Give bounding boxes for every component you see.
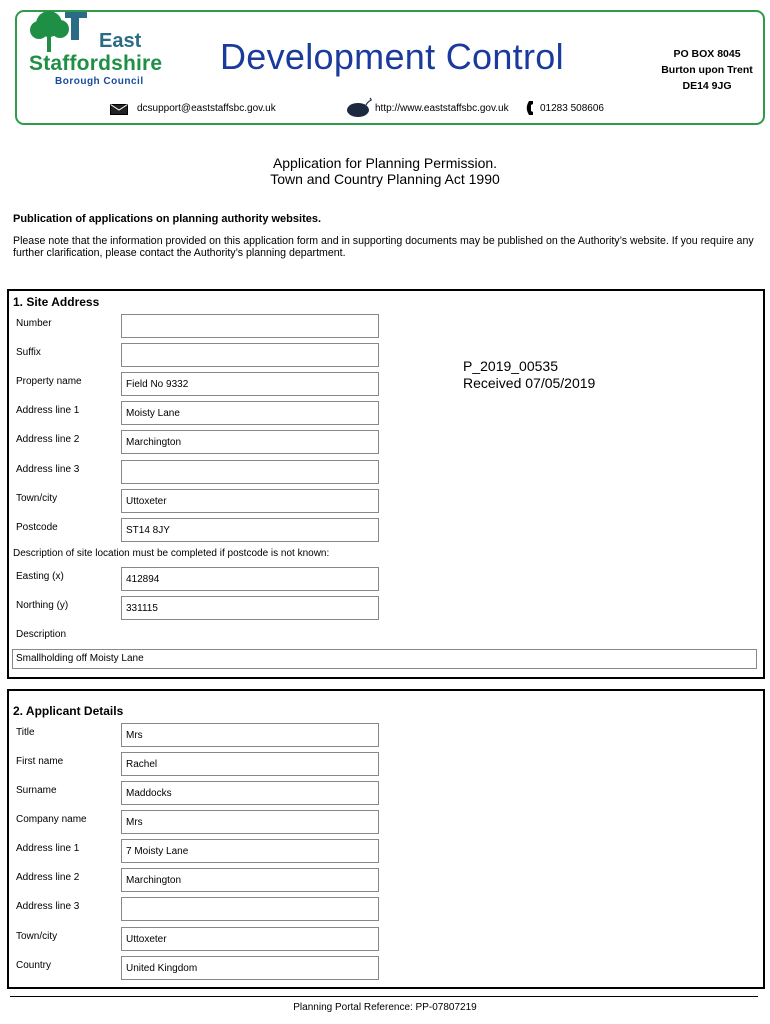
suffix-field[interactable] — [121, 343, 379, 367]
northing-label: Northing (y) — [16, 600, 69, 611]
site-address-line-1-label: Address line 1 — [16, 405, 80, 416]
site-address-line-2-field[interactable]: Marchington — [121, 430, 379, 454]
northing-field[interactable]: 331115 — [121, 596, 379, 620]
received-date: Received 07/05/2019 — [463, 375, 596, 391]
page-title: Development Control — [220, 36, 564, 77]
surname-label: Surname — [16, 785, 57, 796]
country-label: Country — [16, 960, 52, 971]
company-name-field[interactable]: Mrs — [121, 810, 379, 834]
applicant-title-field[interactable]: Mrs — [121, 723, 379, 747]
applicant-town-field[interactable]: Uttoxeter — [121, 927, 379, 951]
address-line-2: Burton upon Trent — [661, 64, 753, 76]
tree-logo-icon — [27, 8, 87, 56]
country-field[interactable]: United Kingdom — [121, 956, 379, 980]
form-title-line-2: Town and Country Planning Act 1990 — [270, 171, 500, 187]
site-address-line-2-label: Address line 2 — [16, 434, 80, 445]
site-address-line-1-field[interactable]: Moisty Lane — [121, 401, 379, 425]
site-address-line-3-field[interactable] — [121, 460, 379, 484]
number-field[interactable] — [121, 314, 379, 338]
applicant-address-line-2-label: Address line 2 — [16, 872, 80, 883]
location-note: Description of site location must be completed if postcode is not known: — [13, 548, 330, 559]
applicant-address-line-3-field[interactable] — [121, 897, 379, 921]
company-name-label: Company name — [16, 814, 87, 825]
first-name-field[interactable]: Rachel — [121, 752, 379, 776]
logo-text-east: East — [99, 30, 142, 52]
site-town-field[interactable]: Uttoxeter — [121, 489, 379, 513]
applicant-title: 2. Applicant Details — [13, 704, 124, 718]
publication-heading: Publication of applications on planning authority websites. — [13, 213, 322, 225]
applicant-title-label: Title — [16, 727, 35, 738]
website-link[interactable]: http://www.eaststaffsbc.gov.uk — [375, 103, 509, 114]
phone-number: 01283 508606 — [540, 103, 604, 114]
applicant-address-line-3-label: Address line 3 — [16, 901, 80, 912]
description-label: Description — [16, 629, 67, 640]
postcode-field[interactable]: ST14 8JY — [121, 518, 379, 542]
applicant-town-label: Town/city — [16, 931, 58, 942]
footer-divider — [10, 996, 758, 997]
first-name-label: First name — [16, 756, 64, 767]
applicant-address-line-1-label: Address line 1 — [16, 843, 80, 854]
address-line-3: DE14 9JG — [682, 80, 732, 92]
suffix-label: Suffix — [16, 347, 41, 358]
applicant-address-line-1-field[interactable]: 7 Moisty Lane — [121, 839, 379, 863]
applicant-address-line-2-field[interactable]: Marchington — [121, 868, 379, 892]
easting-label: Easting (x) — [16, 571, 64, 582]
email-link[interactable]: dcsupport@eaststaffsbc.gov.uk — [137, 103, 276, 114]
logo-text-borough-council: Borough Council — [55, 76, 144, 87]
property-name-field[interactable]: Field No 9332 — [121, 372, 379, 396]
property-name-label: Property name — [16, 376, 82, 387]
mouse-icon — [346, 96, 374, 118]
number-label: Number — [16, 318, 52, 329]
phone-icon — [526, 100, 536, 116]
easting-field[interactable]: 412894 — [121, 567, 379, 591]
address-line-1: PO BOX 8045 — [673, 48, 741, 60]
form-title-line-1: Application for Planning Permission. — [272, 155, 498, 171]
application-reference: P_2019_00535 — [463, 358, 558, 374]
surname-field[interactable]: Maddocks — [121, 781, 379, 805]
email-icon — [110, 104, 128, 115]
publication-text: Please note that the information provided on this application form and in supporting documents may be published on the Authority’s website. If you require any further clarification, please contact the Authority’s planning department. — [13, 235, 754, 259]
site-address-line-3-label: Address line 3 — [16, 464, 80, 475]
site-address-title: 1. Site Address — [13, 295, 100, 309]
description-field[interactable]: Smallholding off Moisty Lane — [12, 649, 757, 669]
postcode-label: Postcode — [16, 522, 58, 533]
portal-reference: Planning Portal Reference: PP-07807219 — [293, 1002, 477, 1013]
site-town-label: Town/city — [16, 493, 58, 504]
logo-text-staffordshire: Staffordshire — [29, 52, 163, 75]
